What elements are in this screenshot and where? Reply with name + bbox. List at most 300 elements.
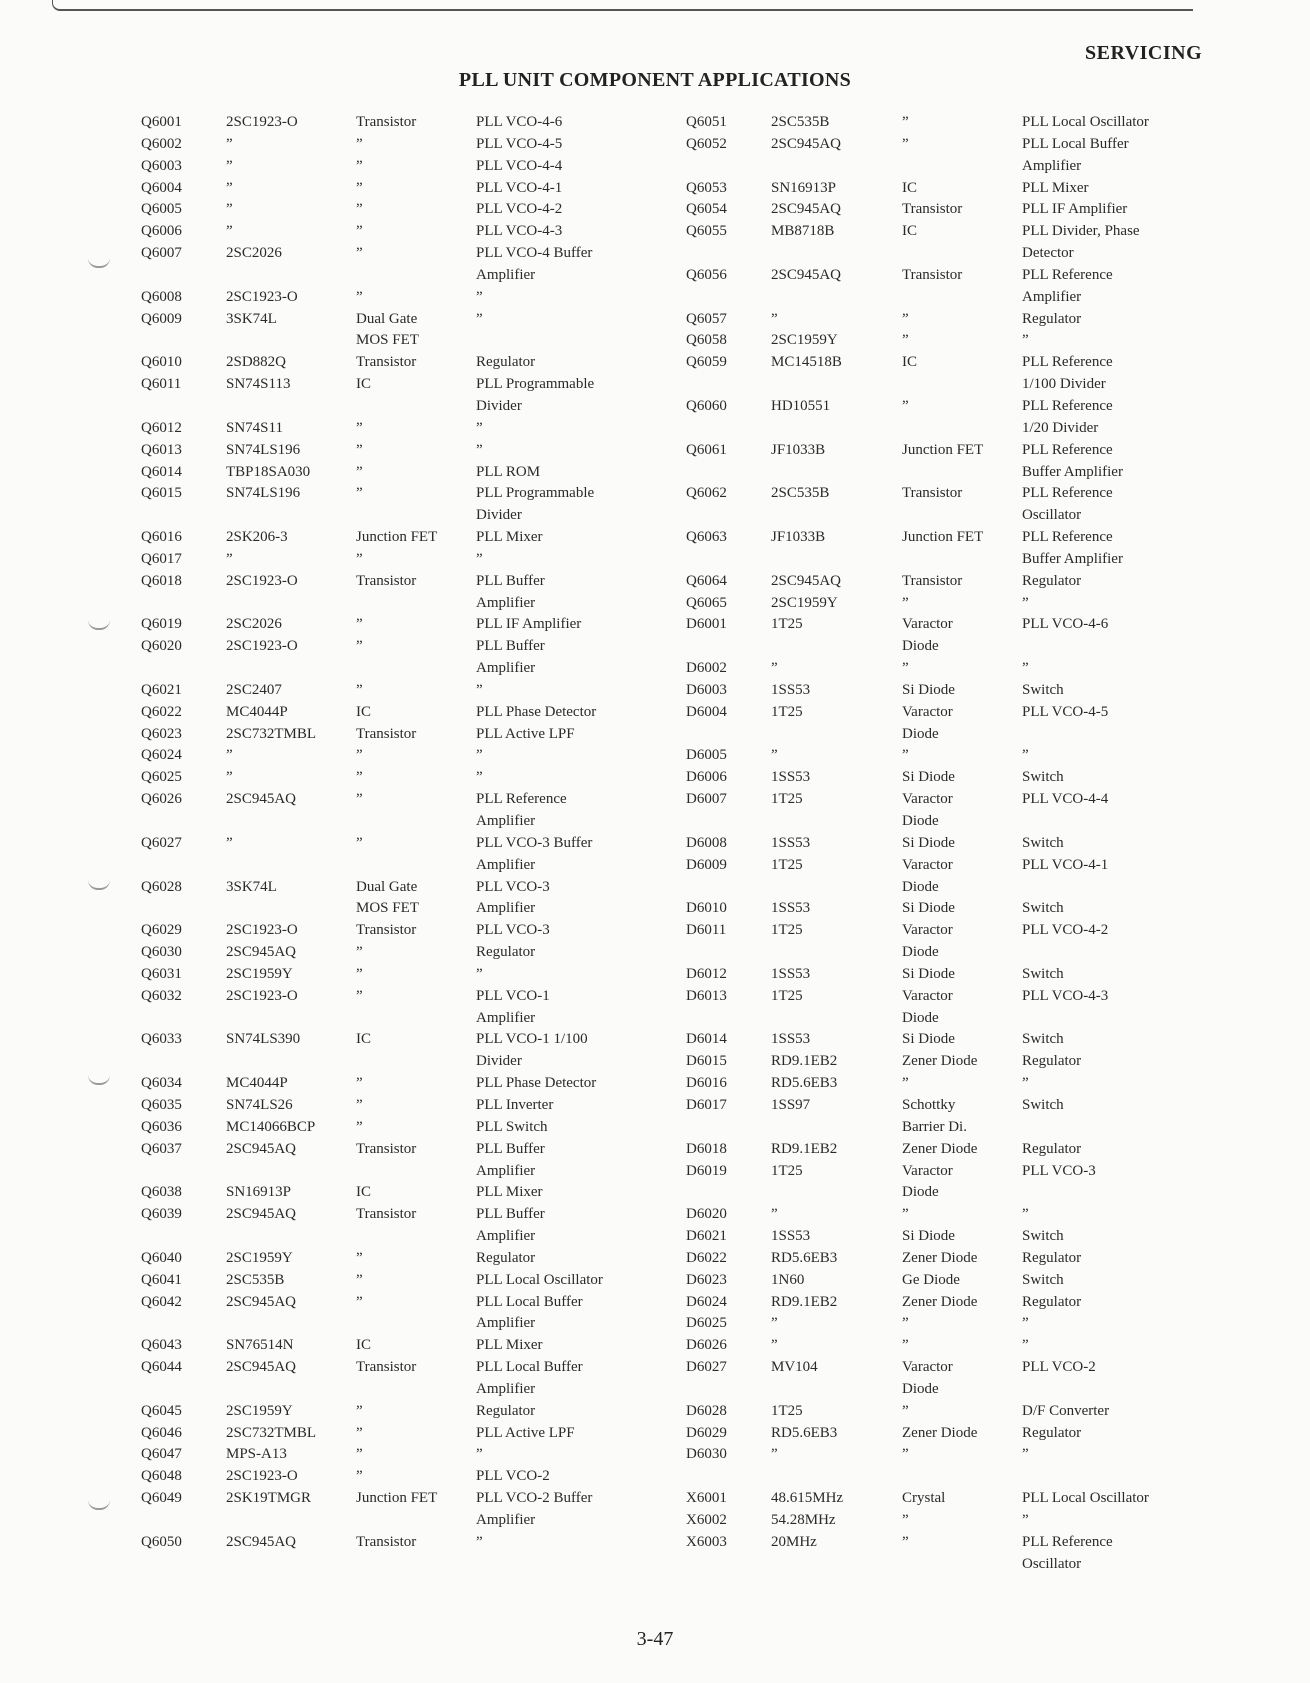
cell-type: Transistor xyxy=(356,1206,417,1223)
cell-type: ” xyxy=(902,135,909,152)
cell-func: PLL Phase Detector xyxy=(476,1075,597,1092)
cell-func: ” xyxy=(476,681,483,698)
cell-part: 2SC535B xyxy=(771,114,830,130)
cell-ref: Q6011 xyxy=(141,376,182,393)
cell-part: 1SS53 xyxy=(771,965,811,982)
cell-func: PLL Reference xyxy=(1022,529,1113,546)
cell-type: ” xyxy=(356,965,363,982)
cell-ref: Q6019 xyxy=(141,616,182,633)
cell-func: Amplifier xyxy=(476,660,536,677)
cell-type: Junction FET xyxy=(356,529,438,546)
cell-part: SN74LS390 xyxy=(226,1031,301,1048)
cell-type: Zener Diode xyxy=(902,1140,978,1157)
cell-ref: Q6037 xyxy=(141,1140,182,1157)
cell-type: Junction FET xyxy=(356,1490,438,1507)
cell-func: Switch xyxy=(1022,965,1064,982)
cell-type: Transistor xyxy=(902,266,963,283)
cell-ref: Q6031 xyxy=(141,965,182,982)
cell-type: ” xyxy=(356,1096,363,1113)
cell-part: ” xyxy=(226,550,233,567)
cell-part: 2SC535B xyxy=(226,1271,285,1288)
cell-part: ” xyxy=(226,747,233,764)
cell-func: PLL VCO-3 xyxy=(1022,1162,1096,1179)
cell-part: RD9.1EB2 xyxy=(771,1140,838,1157)
cell-func: Switch xyxy=(1022,681,1064,698)
binder-hole-mark xyxy=(88,258,110,268)
cell-part: 2SC1923-O xyxy=(226,1468,298,1485)
cell-ref: D6024 xyxy=(686,1293,727,1310)
cell-func: Amplifier xyxy=(476,1512,536,1528)
cell-part: 2SC1959Y xyxy=(226,1249,293,1266)
cell-part: ” xyxy=(226,834,233,851)
cell-part: 2SC1923-O xyxy=(226,288,298,305)
cell-ref: Q6036 xyxy=(141,1118,182,1135)
cell-func: ” xyxy=(1022,1206,1029,1223)
cell-part: 2SC945AQ xyxy=(771,266,842,283)
cell-type: Diode xyxy=(902,944,939,961)
cell-func: Amplifier xyxy=(1022,157,1082,174)
cell-ref: D6008 xyxy=(686,834,727,851)
cell-func: Amplifier xyxy=(476,1162,536,1179)
cell-type: ” xyxy=(356,944,363,961)
cell-type: ” xyxy=(356,288,363,305)
cell-part: RD5.6EB3 xyxy=(771,1075,838,1092)
cell-func: Amplifier xyxy=(476,1228,536,1245)
cell-type: Transistor xyxy=(356,572,417,589)
cell-ref: D6028 xyxy=(686,1402,727,1419)
page-number: 3-47 xyxy=(636,1628,674,1650)
cell-func: PLL Reference xyxy=(1022,441,1113,458)
cell-ref: Q6041 xyxy=(141,1271,182,1288)
cell-type: Diode xyxy=(902,878,939,895)
cell-type: Varactor xyxy=(902,1162,953,1179)
cell-part: 2SD882Q xyxy=(226,354,287,371)
cell-func: Regulator xyxy=(476,1402,536,1419)
cell-func: ” xyxy=(1022,332,1029,349)
cell-part: 2SC732TMBL xyxy=(226,1424,317,1441)
cell-part: 2SC2407 xyxy=(226,681,282,698)
cell-ref: Q6016 xyxy=(141,529,182,546)
cell-type: Si Diode xyxy=(902,1031,955,1048)
cell-ref: Q6002 xyxy=(141,135,182,152)
cell-type: ” xyxy=(356,245,363,262)
cell-func: PLL VCO-1 xyxy=(476,987,550,1004)
cell-ref: Q6064 xyxy=(686,572,727,589)
cell-func: ” xyxy=(1022,747,1029,764)
cell-part: SN16913P xyxy=(226,1184,292,1201)
cell-func: PLL VCO-4-1 xyxy=(476,179,563,196)
cell-ref: D6030 xyxy=(686,1446,727,1463)
cell-ref: D6019 xyxy=(686,1162,727,1179)
cell-part: 3SK74L xyxy=(226,310,277,327)
cell-func: PLL VCO-3 Buffer xyxy=(476,834,593,851)
cell-func: PLL Buffer xyxy=(476,1206,545,1223)
cell-func: Oscillator xyxy=(1022,507,1082,524)
cell-type: ” xyxy=(356,419,363,436)
cell-type: ” xyxy=(356,550,363,567)
cell-func: Regulator xyxy=(476,354,536,371)
cell-type: Si Diode xyxy=(902,965,955,982)
cell-ref: Q6026 xyxy=(141,791,182,808)
cell-part: 2SC2026 xyxy=(226,245,282,262)
cell-func: PLL VCO-4-4 xyxy=(476,157,563,174)
cell-func: PLL VCO-4-3 xyxy=(1022,987,1109,1004)
cell-ref: Q6018 xyxy=(141,572,182,589)
cell-ref: Q6033 xyxy=(141,1031,182,1048)
cell-func: ” xyxy=(476,1533,483,1550)
cell-part: 1T25 xyxy=(771,922,803,939)
cell-ref: Q6003 xyxy=(141,157,182,174)
cell-type: ” xyxy=(356,834,363,851)
cell-func: Amplifier xyxy=(476,1380,536,1397)
cell-type: ” xyxy=(356,1249,363,1266)
cell-ref: Q6024 xyxy=(141,747,182,764)
cell-func: PLL VCO-4-2 xyxy=(476,201,563,218)
cell-part: 1SS53 xyxy=(771,1228,811,1245)
cell-type: ” xyxy=(356,485,363,502)
cell-func: PLL Active LPF xyxy=(476,725,575,742)
cell-part: MC4044P xyxy=(226,1075,288,1092)
cell-type: ” xyxy=(902,747,909,764)
cell-ref: Q6053 xyxy=(686,179,727,196)
cell-func: Oscillator xyxy=(1022,1555,1082,1572)
cell-func: PLL Mixer xyxy=(1022,179,1089,196)
cell-type: ” xyxy=(356,463,363,480)
cell-part: ” xyxy=(226,157,233,174)
cell-ref: Q6030 xyxy=(141,944,182,961)
cell-type: ” xyxy=(356,135,363,152)
cell-func: Switch xyxy=(1022,1271,1064,1288)
cell-func: Switch xyxy=(1022,1228,1064,1245)
cell-part: ” xyxy=(226,201,233,218)
cell-func: PLL Active LPF xyxy=(476,1424,575,1441)
cell-func: PLL VCO-4-5 xyxy=(476,135,563,152)
cell-ref: Q6014 xyxy=(141,463,182,480)
cell-ref: Q6044 xyxy=(141,1359,182,1376)
cell-ref: D6005 xyxy=(686,747,727,764)
cell-type: MOS FET xyxy=(356,900,419,917)
cell-ref: Q6056 xyxy=(686,266,727,283)
cell-type: ” xyxy=(356,747,363,764)
cell-ref: D6027 xyxy=(686,1359,727,1376)
cell-type: Zener Diode xyxy=(902,1293,978,1310)
cell-type: Varactor xyxy=(902,922,953,939)
cell-func: ” xyxy=(1022,660,1029,677)
cell-part: 1SS53 xyxy=(771,900,811,917)
cell-ref: Q6047 xyxy=(141,1446,182,1463)
cell-type: Transistor xyxy=(356,114,417,130)
cell-type: ” xyxy=(902,114,909,130)
cell-part: ” xyxy=(226,769,233,786)
cell-type: ” xyxy=(356,1446,363,1463)
cell-part: 2SC945AQ xyxy=(226,1140,297,1157)
cell-ref: Q6054 xyxy=(686,201,727,218)
cell-ref: D6006 xyxy=(686,769,727,786)
cell-type: ” xyxy=(902,1533,909,1550)
cell-ref: Q6020 xyxy=(141,638,182,655)
cell-type: Dual Gate xyxy=(356,878,418,895)
cell-func: ” xyxy=(476,288,483,305)
cell-part: MB8718B xyxy=(771,223,835,240)
cell-ref: X6003 xyxy=(686,1533,727,1550)
cell-func: PLL Local Oscillator xyxy=(476,1271,603,1288)
cell-type: IC xyxy=(356,376,371,393)
cell-func: Amplifier xyxy=(476,813,536,829)
cell-type: Transistor xyxy=(902,485,963,502)
cell-ref: D6020 xyxy=(686,1206,727,1223)
cell-part: 1SS53 xyxy=(771,769,811,786)
cell-part: 1N60 xyxy=(771,1271,805,1288)
cell-ref: D6013 xyxy=(686,987,727,1004)
cell-func: Regulator xyxy=(1022,1249,1082,1266)
cell-type: Junction FET xyxy=(902,441,984,458)
cell-ref: D6022 xyxy=(686,1249,727,1266)
cell-part: ” xyxy=(771,747,778,764)
cell-func: Regulator xyxy=(1022,310,1082,327)
cell-func: Regulator xyxy=(1022,1140,1082,1157)
cell-func: Switch xyxy=(1022,769,1064,786)
cell-ref: D6007 xyxy=(686,791,727,808)
cell-func: D/F Converter xyxy=(1022,1402,1110,1419)
cell-func: PLL Local Oscillator xyxy=(1022,1490,1149,1507)
cell-func: ” xyxy=(476,441,483,458)
cell-type: Ge Diode xyxy=(902,1271,960,1288)
cell-func: Amplifier xyxy=(1022,288,1082,305)
cell-part: SN74S113 xyxy=(226,376,291,393)
cell-ref: Q6062 xyxy=(686,485,727,502)
cell-ref: D6011 xyxy=(686,922,727,939)
cell-type: IC xyxy=(902,179,917,196)
cell-type: ” xyxy=(902,1402,909,1419)
cell-type: Zener Diode xyxy=(902,1249,978,1266)
cell-type: Transistor xyxy=(356,725,417,742)
cell-part: 2SC945AQ xyxy=(771,201,842,218)
cell-type: Si Diode xyxy=(902,1228,955,1245)
cell-ref: Q6006 xyxy=(141,223,182,240)
cell-func: Regulator xyxy=(1022,572,1082,589)
cell-part: SN74S11 xyxy=(226,419,283,436)
cell-type: ” xyxy=(356,1118,363,1135)
cell-ref: D6014 xyxy=(686,1031,727,1048)
cell-func: Divider xyxy=(476,1053,522,1070)
cell-type: ” xyxy=(902,1446,909,1463)
cell-type: Si Diode xyxy=(902,834,955,851)
cell-part: 2SC1923-O xyxy=(226,114,298,130)
cell-part: 2SC1959Y xyxy=(771,332,838,349)
cell-part: 1T25 xyxy=(771,703,803,720)
cell-ref: Q6001 xyxy=(141,114,182,130)
cell-func: ” xyxy=(1022,1446,1029,1463)
cell-func: Amplifier xyxy=(476,594,536,611)
cell-ref: D6018 xyxy=(686,1140,727,1157)
cell-func: PLL VCO-4-4 xyxy=(1022,791,1109,808)
cell-func: PLL Buffer xyxy=(476,572,545,589)
cell-type: Varactor xyxy=(902,703,953,720)
cell-ref: Q6061 xyxy=(686,441,727,458)
cell-func: PLL Local Buffer xyxy=(476,1359,583,1376)
cell-func: PLL Phase Detector xyxy=(476,703,597,720)
cell-part: 1T25 xyxy=(771,987,803,1004)
cell-func: Divider xyxy=(476,507,522,524)
cell-type: Crystal xyxy=(902,1490,946,1507)
cell-ref: D6009 xyxy=(686,856,727,873)
cell-func: PLL VCO-4-1 xyxy=(1022,856,1109,873)
cell-type: ” xyxy=(356,179,363,196)
cell-part: JF1033B xyxy=(771,441,826,458)
cell-part: 2SC945AQ xyxy=(226,1359,297,1376)
cell-func: Amplifier xyxy=(476,1315,536,1332)
cell-type: Transistor xyxy=(902,572,963,589)
cell-func: PLL Local Buffer xyxy=(476,1293,583,1310)
cell-part: MC4044P xyxy=(226,703,288,720)
cell-func: Regulator xyxy=(1022,1053,1082,1070)
cell-type: ” xyxy=(902,1206,909,1223)
cell-ref: Q6039 xyxy=(141,1206,182,1223)
cell-func: Regulator xyxy=(1022,1424,1082,1441)
cell-func: 1/20 Divider xyxy=(1022,419,1099,436)
cell-type: Transistor xyxy=(356,922,417,939)
cell-ref: D6010 xyxy=(686,900,727,917)
cell-ref: Q6025 xyxy=(141,769,182,786)
cell-func: PLL Programmable xyxy=(476,485,595,502)
cell-type: ” xyxy=(356,441,363,458)
cell-func: ” xyxy=(476,769,483,786)
cell-part: 2SC945AQ xyxy=(226,1533,297,1550)
cell-ref: Q6063 xyxy=(686,529,727,546)
cell-func: ” xyxy=(1022,1512,1029,1528)
cell-func: Switch xyxy=(1022,1031,1064,1048)
cell-ref: Q6023 xyxy=(141,725,182,742)
cell-type: Zener Diode xyxy=(902,1424,978,1441)
cell-func: 1/100 Divider xyxy=(1022,376,1106,393)
cell-part: RD9.1EB2 xyxy=(771,1053,838,1070)
cell-part: 2SC1959Y xyxy=(226,1402,293,1419)
cell-func: PLL VCO-4-2 xyxy=(1022,922,1109,939)
cell-func: PLL Switch xyxy=(476,1118,548,1135)
cell-type: ” xyxy=(356,616,363,633)
cell-func: ” xyxy=(476,419,483,436)
cell-func: PLL Reference xyxy=(1022,1533,1113,1550)
cell-part: HD10551 xyxy=(771,397,831,414)
cell-func: Buffer Amplifier xyxy=(1022,550,1123,567)
cell-type: ” xyxy=(356,157,363,174)
cell-ref: D6016 xyxy=(686,1075,727,1092)
cell-ref: Q6008 xyxy=(141,288,182,305)
cell-func: PLL VCO-2 xyxy=(476,1468,550,1485)
cell-ref: Q6035 xyxy=(141,1096,182,1113)
cell-type: Varactor xyxy=(902,987,953,1004)
cell-part: 2SC1959Y xyxy=(771,594,838,611)
cell-func: PLL VCO-4-5 xyxy=(1022,703,1109,720)
cell-type: Diode xyxy=(902,638,939,655)
cell-ref: D6025 xyxy=(686,1315,727,1332)
cell-type: Transistor xyxy=(356,1359,417,1376)
cell-type: Diode xyxy=(902,725,939,742)
cell-ref: Q6043 xyxy=(141,1337,182,1354)
cell-func: PLL ROM xyxy=(476,463,541,480)
cell-type: Varactor xyxy=(902,856,953,873)
cell-type: Varactor xyxy=(902,616,953,633)
cell-ref: Q6065 xyxy=(686,594,727,611)
cell-type: ” xyxy=(356,1271,363,1288)
cell-ref: Q6040 xyxy=(141,1249,182,1266)
cell-type: Junction FET xyxy=(902,529,984,546)
cell-func: PLL Inverter xyxy=(476,1096,554,1113)
cell-type: Varactor xyxy=(902,1359,953,1376)
cell-part: ” xyxy=(771,1446,778,1463)
cell-part: ” xyxy=(226,179,233,196)
cell-type: ” xyxy=(356,1402,363,1419)
cell-part: 20MHz xyxy=(771,1533,817,1550)
cell-func: PLL Reference xyxy=(476,791,567,808)
cell-type: IC xyxy=(356,703,371,720)
cell-part: 2SC945AQ xyxy=(226,1293,297,1310)
cell-func: Divider xyxy=(476,397,522,414)
binder-hole-mark xyxy=(88,620,110,630)
cell-ref: Q6057 xyxy=(686,310,727,327)
cell-part: SN16913P xyxy=(771,179,837,196)
cell-func: PLL Reference xyxy=(1022,485,1113,502)
cell-ref: Q6049 xyxy=(141,1490,182,1507)
cell-func: PLL Buffer xyxy=(476,1140,545,1157)
cell-func: ” xyxy=(476,550,483,567)
cell-part: 1T25 xyxy=(771,616,803,633)
cell-part: ” xyxy=(771,660,778,677)
cell-part: 2SC945AQ xyxy=(771,135,842,152)
cell-type: Diode xyxy=(902,1009,939,1026)
cell-part: SN74LS196 xyxy=(226,441,301,458)
cell-ref: D6021 xyxy=(686,1228,727,1245)
cell-part: 2SC945AQ xyxy=(226,1206,297,1223)
cell-type: ” xyxy=(356,791,363,808)
cell-part: ” xyxy=(771,1315,778,1332)
binder-hole-mark xyxy=(88,1075,110,1085)
cell-part: 1T25 xyxy=(771,856,803,873)
cell-part: 3SK74L xyxy=(226,878,277,895)
cell-func: ” xyxy=(476,310,483,327)
cell-func: ” xyxy=(476,1446,483,1463)
cell-ref: D6017 xyxy=(686,1096,727,1113)
cell-func: PLL Divider, Phase xyxy=(1022,223,1140,240)
cell-func: PLL VCO-3 xyxy=(476,878,550,895)
cell-type: ” xyxy=(356,223,363,240)
cell-part: 1SS53 xyxy=(771,834,811,851)
cell-part: MV104 xyxy=(771,1359,818,1376)
cell-type: IC xyxy=(356,1184,371,1201)
cell-ref: Q6022 xyxy=(141,703,182,720)
cell-part: SN76514N xyxy=(226,1337,294,1354)
cell-func: PLL VCO-2 xyxy=(1022,1359,1096,1376)
cell-ref: Q6007 xyxy=(141,245,182,262)
cell-part: 1T25 xyxy=(771,791,803,808)
cell-type: Si Diode xyxy=(902,681,955,698)
cell-part: 48.615MHz xyxy=(771,1490,844,1507)
cell-type: Si Diode xyxy=(902,769,955,786)
cell-ref: Q6034 xyxy=(141,1075,182,1092)
cell-ref: Q6059 xyxy=(686,354,727,371)
binder-hole-mark xyxy=(88,1500,110,1510)
cell-ref: D6002 xyxy=(686,660,727,677)
cell-ref: Q6009 xyxy=(141,310,182,327)
cell-type: Diode xyxy=(902,813,939,829)
cell-func: PLL VCO-4-6 xyxy=(476,114,563,130)
cell-func: Detector xyxy=(1022,245,1074,262)
cell-ref: D6004 xyxy=(686,703,727,720)
cell-part: ” xyxy=(771,1206,778,1223)
cell-ref: Q6005 xyxy=(141,201,182,218)
cell-func: PLL Local Oscillator xyxy=(1022,114,1149,130)
cell-ref: Q6015 xyxy=(141,485,182,502)
